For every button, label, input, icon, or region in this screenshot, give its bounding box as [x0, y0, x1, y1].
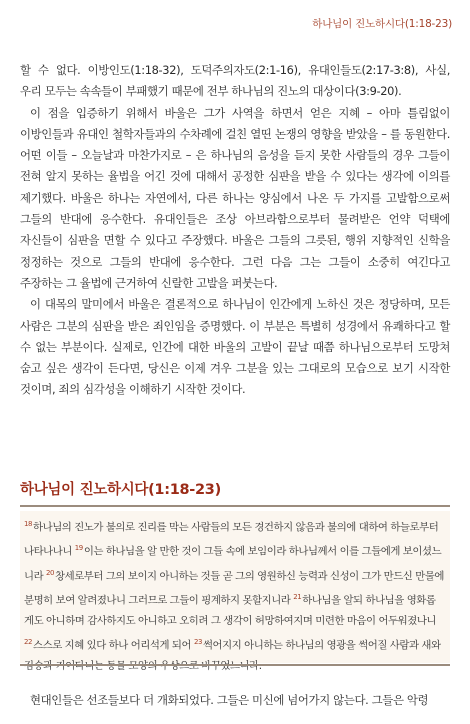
verse-number: 23 [193, 637, 202, 646]
verse-number: 20 [46, 568, 55, 577]
paragraph-1: 할 수 없다. 이방인도(1:18-32), 도덕주의자도(2:1-16), 유대인들도(2:17-3:8), 사실, 우리 모두는 속속들이 부패했기 때문에 전부 하나님의 진노의 대상이다(3:9-20). [20, 63, 450, 99]
scripture-bottom-rule [20, 664, 450, 666]
scripture-box [20, 511, 450, 673]
paragraph-3: 이 대목의 말미에서 바울은 결론적으로 하나님이 인간에게 노하신 것은 정당하며, 모든 사람은 그분의 심판을 받은 죄인임을 증명했다. 이 부분은 특별히 성경에서 유쾌하다고 할 수 없는 부분이다. 실제로, 인간에 대한 바울의 고발이 끝날 때쯤 하나님으로부터 도망쳐 숨고 싶은 생각이 든다면, 당신은 이제 겨우 그분을 있는 그대로의 모습으로 보기 시작한 것이며, 죄의 심각성을 이해하기 시작한 것이다. [20, 297, 450, 397]
scripture-text [24, 514, 444, 677]
verse-number: 18 [24, 520, 33, 528]
verse-text: 썩어지지 아니하는 하나님의 영광을 썩어질 사람과 새와 짐승과 기어다니는 동물 모양의 우상으로 바꾸었느니라. [24, 639, 441, 673]
verse-number: 22 [24, 637, 33, 646]
verse-number: 19 [74, 544, 83, 553]
verse-text: 하나님의 진노가 불의로 진리를 막는 사람들의 모든 경건하지 않음과 불의에 대하여 하늘로부터 나타나나니 [24, 521, 439, 558]
verse-text: 창세로부터 그의 보이지 아니하는 것들 곧 그의 영원하신 능력과 신성이 그가 만드신 만물에 분명히 보여 알려졌나니 그러므로 그들이 핑계하지 못할지니라 [24, 570, 445, 607]
paragraph-2: 이 점을 입증하기 위해서 바울은 그가 사역을 하면서 얻은 지혜 – 아마 틀림없이 이방인들과 유대인 철학자들과의 수차례에 걸친 열띤 논쟁의 영향을 받았을 – 를 동원한다. 어떤 이들 – 오늘날과 마찬가지로 – 은 하나님의 음성을 듣지 못한 사람들의 경우 그들이 전혀 알지 못하는 율법을 어긴 것에 대해서 공정한 심판을 받을 수 있다는 생각에 이의를 제기했다. 바울은 하나는 자연에서, 다른 하나는 양심에서 나온 두 가지를 고발함으로써 그들의 반대에 응수한다. 유대인들은 조상 아브라함으로부터 물려받은 언약 덕택에 자신들이 심판을 면할 수 있다고 주장했다. 바울은 그들의 그릇된, 행위 지향적인 신학을 정정하는 것으로 그들의 반대에 응수한다. 그런 다음 그는 그들이 소중히 여긴다고 주장하는 그 율법에 근거하여 신랄한 고발을 퍼붓는다. [20, 105, 450, 290]
verse-text: 스스로 지혜 있다 하나 어리석게 되어 [33, 639, 194, 652]
verse-text: 이는 하나님을 알 만한 것이 그들 속에 보임이라 하나님께서 이를 그들에게 보이셨느니라 [24, 545, 442, 582]
running-head: 하나님이 진노하시다(1:18-23) [312, 18, 452, 30]
closing-text [20, 690, 450, 711]
scripture-paragraph [24, 514, 444, 677]
verse-text: 하나님을 알되 하나님을 영화롭게도 아니하며 감사하지도 아니하고 오히려 그 생각이 허망하여지며 미련한 마음이 어두워졌나니 [24, 594, 437, 628]
scripture-top-rule [20, 505, 450, 507]
body-text [20, 60, 450, 401]
verse-number: 21 [293, 592, 302, 601]
section-title: 하나님이 진노하시다(1:18-23) [20, 482, 221, 498]
closing-paragraph: 현대인들은 선조들보다 더 개화되었다. 그들은 미신에 넘어가지 않는다. 그들은 악령 [30, 693, 429, 707]
